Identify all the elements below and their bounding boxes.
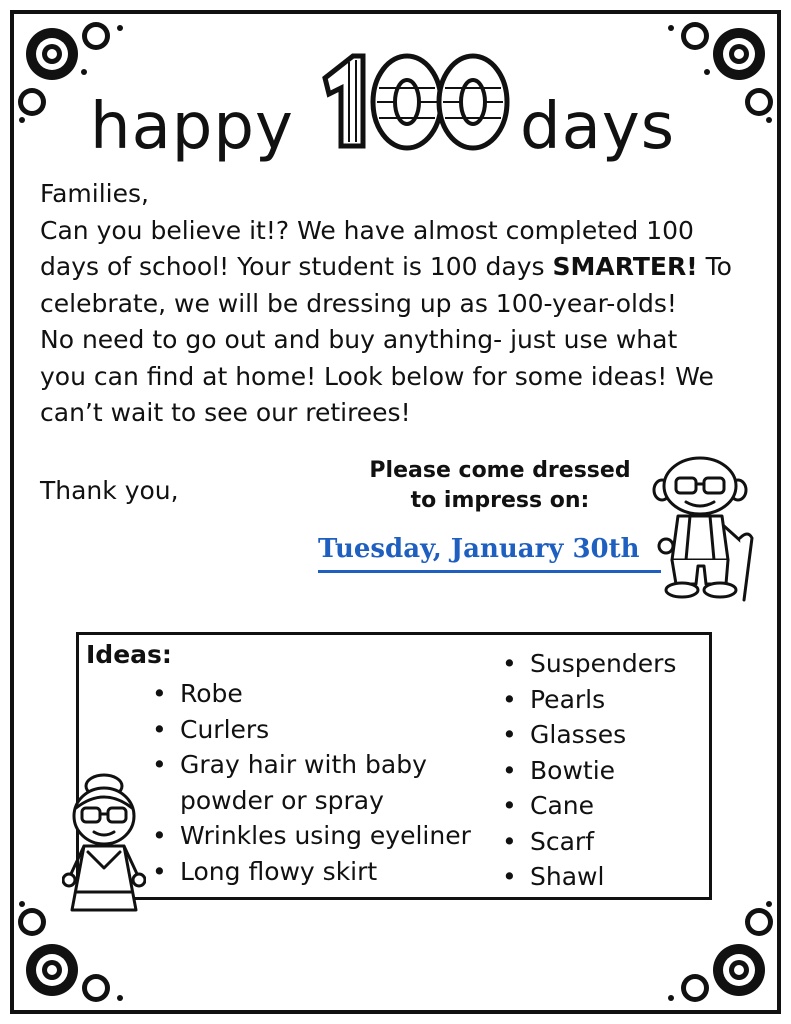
list-item: • Gray hair with baby powder or spray (152, 747, 472, 818)
page-title (70, 40, 730, 180)
letter-line: Can you believe it!? We have almost completed 100 (40, 215, 694, 245)
letter-line: you can find at home! Look below for some ideas! We (40, 361, 714, 391)
list-item-continuation: powder or spray (180, 785, 384, 815)
date-underline (318, 570, 661, 573)
old-man-illustration (652, 456, 756, 606)
closing-text: Thank you, (40, 476, 179, 505)
list-item: • Curlers (152, 712, 472, 748)
corner-circles-bottom-right (657, 900, 777, 1010)
list-item: • Shawl (502, 859, 702, 895)
letter-line: celebrate, we will be dressing up as 100-year-olds! (40, 288, 677, 318)
title-word-days: days (520, 90, 676, 164)
hundred-graphic (315, 48, 515, 158)
list-item: • Pearls (502, 682, 702, 718)
list-item: • Glasses (502, 717, 702, 753)
list-item: • Scarf (502, 824, 702, 860)
list-item: • Wrinkles using eyeliner (152, 818, 472, 854)
old-woman-illustration (62, 772, 146, 920)
ideas-list-right (502, 646, 702, 895)
list-item: • Suspenders (502, 646, 702, 682)
list-item: • Cane (502, 788, 702, 824)
title-word-happy: happy (90, 90, 294, 164)
list-item: • Long flowy skirt (152, 854, 472, 890)
smarter-emphasis: SMARTER! (552, 252, 698, 281)
letter-line: No need to go out and buy anything- just use what (40, 325, 678, 354)
event-prompt-line2: to impress on: (410, 488, 590, 513)
list-item: • Bowtie (502, 753, 702, 789)
letter-line: days of school! Your student is 100 days SMARTER! To (40, 252, 732, 281)
event-prompt (360, 456, 640, 516)
list-item: • Robe (152, 676, 472, 712)
ideas-heading: Ideas: (86, 640, 172, 669)
letter-line: can’t wait to see our retirees! (40, 398, 411, 427)
event-prompt-line1: Please come dressed (369, 458, 631, 483)
ideas-list-left (152, 676, 472, 889)
event-date: Tuesday, January 30th (318, 534, 640, 564)
letter-body (40, 176, 750, 432)
letter-greeting: Families, (40, 179, 149, 208)
